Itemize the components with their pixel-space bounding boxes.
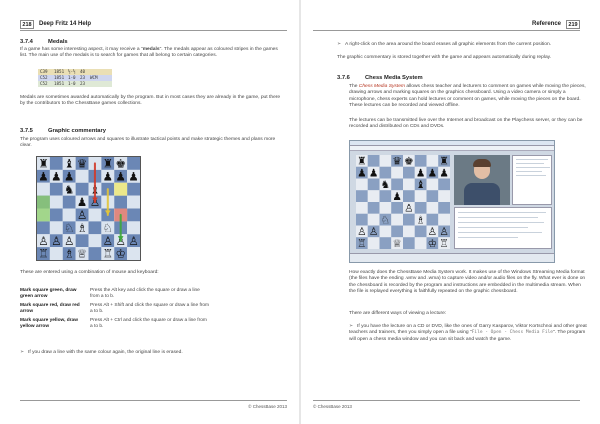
board-square[interactable] — [356, 214, 368, 226]
board-square[interactable] — [380, 237, 392, 249]
keyboard-description: Press Alt + Shift and click the square or draw a line from a to b. — [90, 303, 210, 314]
board-square[interactable] — [127, 221, 140, 234]
chess-piece[interactable] — [381, 214, 390, 226]
keyboard-action: Mark square yellow, draw yellow arrow — [20, 318, 78, 329]
chess-piece[interactable] — [128, 169, 138, 183]
right-page-number: 219 — [566, 20, 580, 29]
notation-panel — [454, 207, 552, 249]
medals-heading — [20, 39, 68, 45]
right-page-footer: © ChessBase 2013 — [313, 400, 580, 409]
chess-piece[interactable] — [428, 238, 437, 249]
cms-heading — [337, 75, 423, 81]
board-square[interactable] — [89, 234, 102, 247]
board-square[interactable] — [368, 202, 380, 214]
presenter-hair — [473, 159, 491, 167]
cms-paragraph-4: There are different ways of viewing a lecture: — [349, 311, 447, 316]
board-square[interactable] — [391, 167, 403, 179]
marked-square — [114, 183, 127, 196]
cms-p1-before: The — [349, 84, 359, 89]
right-click-bullet-text: A right-click on the area around the board erases all graphic elements from the current position. — [345, 42, 552, 47]
board-square[interactable] — [50, 183, 63, 196]
medals-intro-before: If a game has some interesting aspect, it may receive a " — [20, 47, 143, 52]
cms-p1-term: Chess Media System — [358, 84, 406, 89]
board-square[interactable] — [356, 202, 368, 214]
board-square[interactable] — [380, 226, 392, 238]
chess-piece[interactable] — [103, 169, 113, 183]
board-square[interactable] — [356, 179, 368, 191]
board-square[interactable] — [391, 226, 403, 238]
chess-piece[interactable] — [404, 203, 413, 215]
chess-piece[interactable] — [439, 226, 448, 238]
chess-piece[interactable] — [51, 234, 61, 248]
chess-piece[interactable] — [128, 234, 138, 248]
board-square[interactable] — [415, 237, 427, 249]
board-square[interactable] — [391, 179, 403, 191]
board-square[interactable] — [415, 155, 427, 167]
storage-text: The graphic commentary is stored together with the game and appears automatically during replay. — [337, 55, 552, 60]
board-square[interactable] — [427, 202, 439, 214]
chess-piece[interactable] — [369, 167, 378, 179]
chess-piece[interactable] — [103, 247, 113, 260]
screenshot-statusbar — [350, 253, 554, 262]
graphic-after-board: These are entered using a combination of mouse and keyboard: — [20, 270, 159, 275]
board-square[interactable] — [380, 167, 392, 179]
board-square[interactable] — [368, 214, 380, 226]
right-header-title: Reference — [531, 21, 561, 27]
row-eco: C52 — [40, 81, 48, 86]
lecture-list-panel — [512, 155, 552, 205]
board-square[interactable] — [76, 183, 89, 196]
row-result: 1-0 — [68, 75, 76, 80]
chess-piece[interactable] — [392, 156, 401, 168]
bullet-icon: ➢ — [349, 324, 354, 329]
chess-piece[interactable] — [381, 179, 390, 191]
cms-section-title: Chess Media System — [365, 75, 423, 81]
medals-intro — [20, 47, 285, 60]
board-square[interactable] — [438, 190, 450, 202]
row-moves: 40 — [80, 69, 86, 74]
medals-intro-term: medals — [142, 47, 160, 52]
cms-paragraph-3: How exactly does the ChessBase Media System work. It makes use of the Windows Streaming Media format (the files have the ending .wmv and .wma) to capture video and/or audio files on the fly. What ever is done on the chessboard is recorded by the program and instructions are embedded in the multimedia stream. When the file is replayed everything is faithfully repeated on the graphic chessboard. — [349, 270, 586, 294]
row-moves: 23 — [80, 75, 86, 80]
chess-media-screenshot — [349, 140, 555, 263]
chessboard[interactable] — [37, 157, 140, 260]
board-square[interactable] — [380, 155, 392, 167]
board-square[interactable] — [427, 155, 439, 167]
chess-piece[interactable] — [64, 182, 74, 196]
board-square[interactable] — [368, 190, 380, 202]
presenter-shirt — [464, 183, 500, 205]
keyboard-table — [20, 288, 290, 333]
board-square[interactable] — [403, 179, 415, 191]
left-header-title: Deep Fritz 14 Help — [39, 21, 92, 27]
chess-piece[interactable] — [392, 238, 401, 249]
cms-paragraph-2: The lectures can be transmitted live over the Internet and broadcast on the Playchess server, or they can be recorded and distributed on CDs and DVDs. — [349, 118, 583, 130]
open-file-menu-path: File - Open - Chess Media File — [471, 330, 553, 336]
chess-piece[interactable] — [428, 167, 437, 179]
table-row — [20, 288, 290, 300]
board-square[interactable] — [391, 202, 403, 214]
cms-paragraph-1 — [349, 84, 589, 109]
cms-bullet-after: ". The program will open a chess media window and you can sit back and watch the game. — [349, 330, 586, 342]
chess-piece[interactable] — [115, 247, 125, 260]
board-square[interactable] — [380, 190, 392, 202]
chess-piece[interactable] — [357, 156, 366, 168]
chess-piece[interactable] — [392, 191, 401, 203]
erase-bullet-text: If you draw a line with the same colour again, the original line is erased. — [28, 350, 183, 355]
row-year: 1851 — [54, 81, 65, 86]
right-page-header — [313, 20, 580, 31]
board-square[interactable] — [63, 196, 76, 209]
screenshot-ribbon — [350, 146, 554, 151]
chess-piece[interactable] — [404, 156, 413, 168]
chess-piece[interactable] — [428, 226, 437, 238]
board-square[interactable] — [438, 179, 450, 191]
board-square[interactable] — [76, 234, 89, 247]
board-square[interactable] — [127, 209, 140, 222]
keyboard-description: Press Alt + Ctrl and click the square or draw a line from a to b. — [90, 318, 207, 329]
chess-piece[interactable] — [416, 214, 425, 226]
bullet-icon: ➢ — [337, 42, 342, 47]
row-eco: C52 — [40, 75, 48, 80]
board-square[interactable] — [76, 170, 89, 183]
medals-section-title: Medals — [48, 39, 68, 45]
graphic-section-number: 3.7.5 — [20, 128, 33, 134]
board-square[interactable] — [368, 237, 380, 249]
board-square[interactable] — [50, 157, 63, 170]
board-square[interactable] — [427, 190, 439, 202]
board-square[interactable] — [114, 196, 127, 209]
medals-games-list — [38, 69, 112, 93]
board-square[interactable] — [438, 202, 450, 214]
board-square[interactable] — [403, 226, 415, 238]
bullet-icon: ➢ — [20, 350, 25, 355]
cms-bullet — [349, 324, 589, 343]
board-square[interactable] — [63, 209, 76, 222]
board-square[interactable] — [50, 209, 63, 222]
board-square[interactable] — [127, 247, 140, 260]
board-square[interactable] — [89, 221, 102, 234]
left-page-number: 218 — [20, 20, 34, 29]
graphic-intro: The program uses coloured arrows and squares to illustrate tactical points and make strategic themes and plans more clear. — [20, 137, 276, 149]
row-eco: C39 — [40, 69, 48, 74]
medals-after-text: Medals are sometimes awarded automatically by the program. But in most cases they are already in the game, put there by the contributors to the ChessBase games collections. — [20, 95, 281, 107]
row-result: 1-0 — [68, 81, 76, 86]
right-page — [301, 0, 600, 424]
row-tag: WCM — [90, 75, 98, 80]
marked-square — [37, 196, 50, 209]
marked-square — [37, 209, 50, 222]
chess-piece[interactable] — [38, 247, 48, 260]
chess-piece[interactable] — [64, 247, 74, 260]
table-row — [20, 318, 290, 330]
games-list-row[interactable] — [38, 81, 112, 87]
chess-piece[interactable] — [416, 167, 425, 179]
chess-piece[interactable] — [357, 238, 366, 249]
board-square[interactable] — [415, 202, 427, 214]
board-square[interactable] — [356, 190, 368, 202]
board-square[interactable] — [391, 214, 403, 226]
table-row — [20, 303, 290, 315]
row-year: 1851 — [54, 69, 65, 74]
chess-piece[interactable] — [357, 167, 366, 179]
board-square[interactable] — [50, 247, 63, 260]
keyboard-action: Mark square green, draw green arrow — [20, 288, 77, 299]
chess-piece[interactable] — [115, 169, 125, 183]
board-square[interactable] — [127, 157, 140, 170]
chess-piece[interactable] — [439, 167, 448, 179]
chess-piece[interactable] — [38, 169, 48, 183]
row-year: 1851 — [54, 75, 65, 80]
cms-bullet-before: If you have the lecture on a CD or DVD, like the ones of Garry Kasparov, Viktor Kortschnoi and other great teachers and trainers, then you simply open a file using " — [349, 324, 587, 336]
board-square[interactable] — [89, 247, 102, 260]
graphic-section-title: Graphic commentary — [48, 128, 106, 134]
chess-piece[interactable] — [416, 179, 425, 191]
board-square[interactable] — [37, 221, 50, 234]
board-square[interactable] — [89, 209, 102, 222]
row-result: ½-½ — [68, 69, 76, 74]
board-square[interactable] — [50, 196, 63, 209]
board-square[interactable] — [403, 214, 415, 226]
chess-piece[interactable] — [77, 221, 87, 235]
left-page-header — [20, 20, 287, 31]
chess-piece[interactable] — [51, 169, 61, 183]
right-click-bullet — [337, 42, 587, 48]
erase-bullet — [20, 350, 285, 356]
board-square[interactable] — [127, 183, 140, 196]
video-panel — [454, 155, 510, 205]
graphic-heading — [20, 128, 106, 134]
left-page — [0, 0, 299, 424]
chess-piece[interactable] — [357, 226, 366, 238]
board-square[interactable] — [368, 179, 380, 191]
board-square[interactable] — [37, 183, 50, 196]
board-square[interactable] — [415, 226, 427, 238]
chessboard-diagram[interactable] — [36, 156, 141, 261]
chess-piece[interactable] — [77, 157, 87, 171]
screenshot-chessboard — [356, 155, 450, 249]
cms-p1-after: allows chess teacher and lecturers to comment on games while moving the pieces, drawing arrows and marking squares on the graphics chessboard. Using a video camera or simply a microphone, chess experts can hold lectures or comment on games, while moving the pieces on the board. These lectures can be recorded and viewed offline. — [349, 84, 586, 108]
chess-piece[interactable] — [439, 238, 448, 249]
board-square[interactable] — [403, 190, 415, 202]
board-square[interactable] — [427, 179, 439, 191]
medals-intro-after: ". The medals appear as coloured stripes in the games list. The main use of the medals is to search for games that all belong to certain categories. — [20, 47, 278, 59]
medals-section-number: 3.7.4 — [20, 39, 33, 45]
chess-piece[interactable] — [439, 156, 448, 168]
board-square[interactable] — [438, 214, 450, 226]
board-square[interactable] — [403, 237, 415, 249]
left-page-footer: © ChessBase 2013 — [20, 400, 287, 409]
board-square[interactable] — [368, 155, 380, 167]
board-square[interactable] — [380, 202, 392, 214]
chess-piece[interactable] — [369, 226, 378, 238]
chess-piece[interactable] — [77, 247, 87, 260]
keyboard-description: Press the Alt key and click the square or draw a line from a to b. — [90, 288, 200, 299]
board-square[interactable] — [127, 196, 140, 209]
board-square[interactable] — [50, 221, 63, 234]
board-square[interactable] — [427, 214, 439, 226]
keyboard-action: Mark square red, draw red arrow — [20, 303, 80, 314]
board-square[interactable] — [415, 190, 427, 202]
row-moves: 23 — [80, 81, 86, 86]
board-square[interactable] — [403, 167, 415, 179]
cms-section-number: 3.7.6 — [337, 75, 350, 81]
